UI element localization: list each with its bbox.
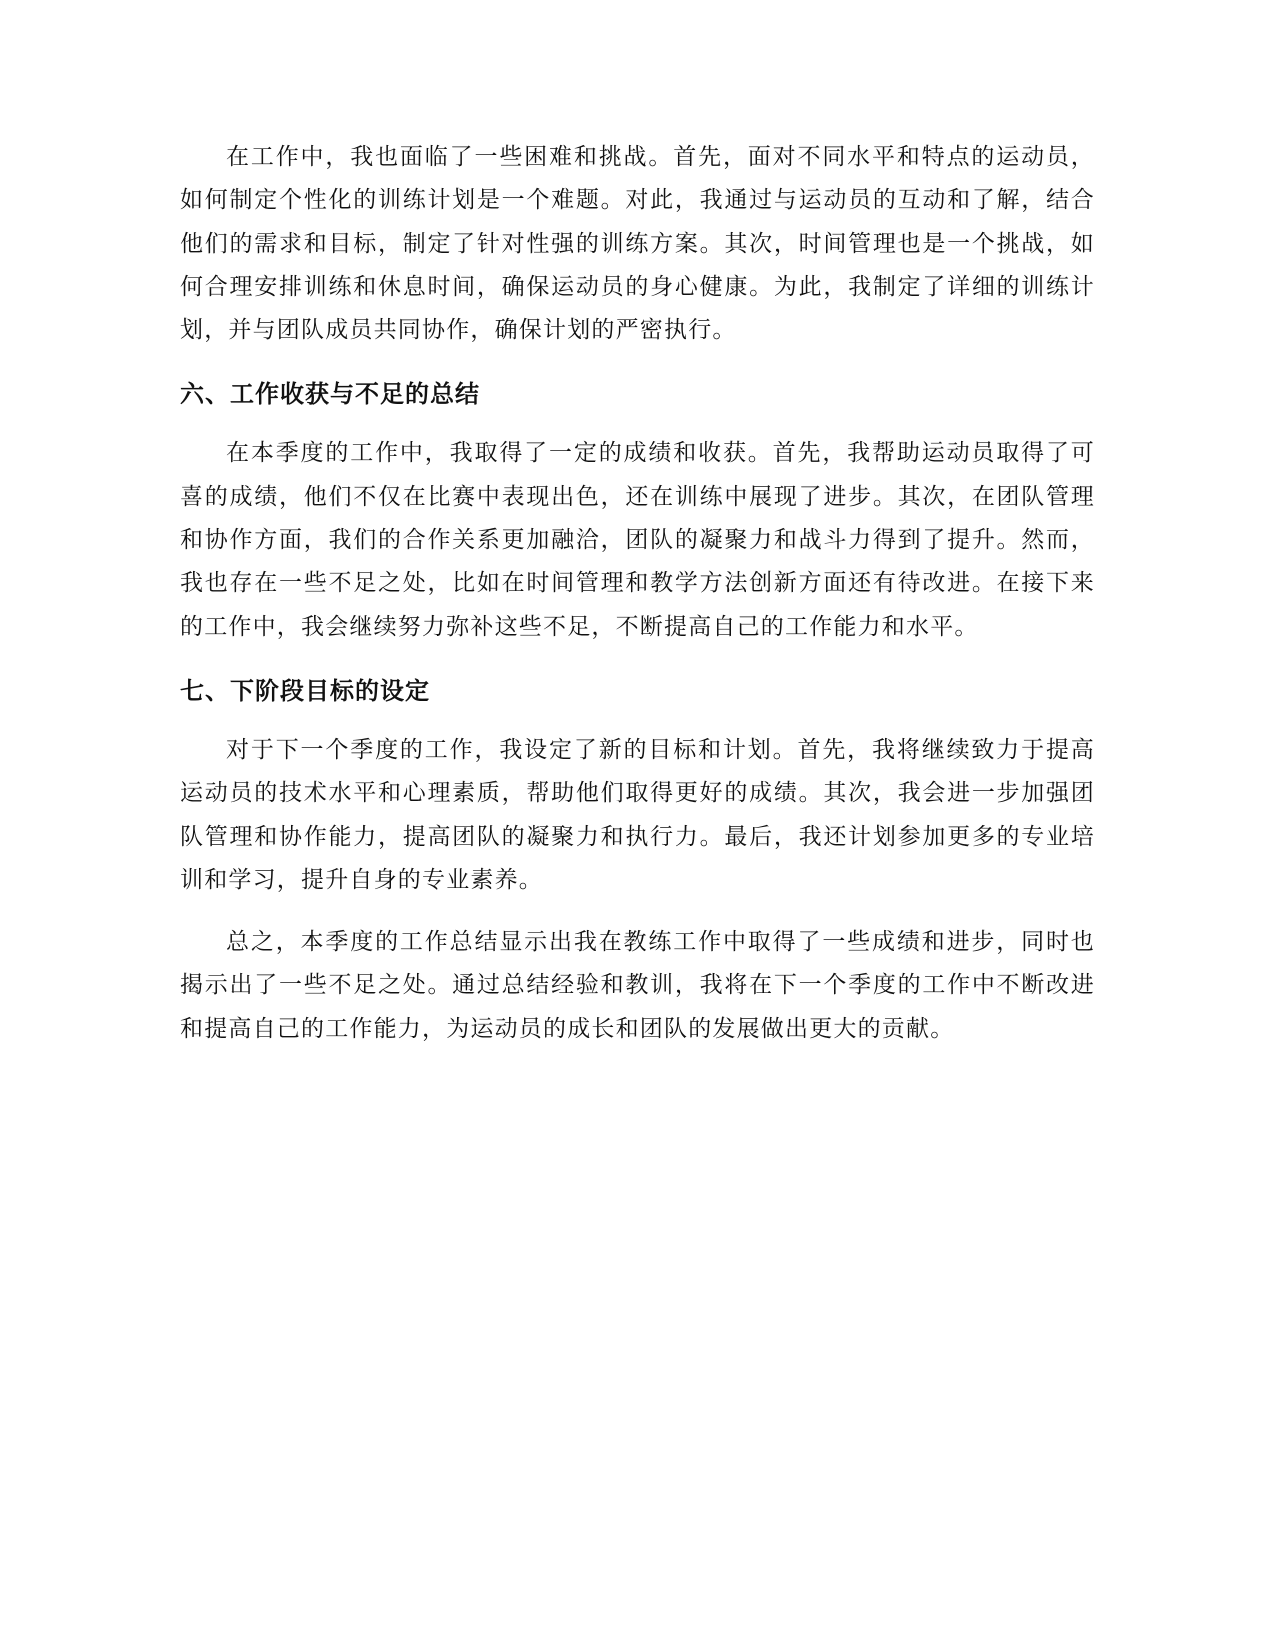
section-heading-6: 六、工作收获与不足的总结 [180,380,480,409]
paragraph-goals: 对于下一个季度的工作，我设定了新的目标和计划。首先，我将继续致力于提高运动员的技术水平和心理素质，帮助他们取得更好的成绩。其次，我会进一步加强团队管理和协作能力，提高团队的凝聚力和执行力。最后，我还计划参加更多的专业培训和学习，提升自身的专业素养。 [180,736,1095,893]
paragraph-conclusion: 总之，本季度的工作总结显示出我在教练工作中取得了一些成绩和进步，同时也揭示出了一些不足之处。通过总结经验和教训，我将在下一个季度的工作中不断改进和提高自己的工作能力，为运动员的成长和团队的发展做出更大的贡献。 [180,929,1095,1042]
paragraph-summary: 在本季度的工作中，我取得了一定的成绩和收获。首先，我帮助运动员取得了可喜的成绩，他们不仅在比赛中表现出色，还在训练中展现了进步。其次，在团队管理和协作方面，我们的合作关系更加融洽，团队的凝聚力和战斗力得到了提升。然而，我也存在一些不足之处，比如在时间管理和教学方法创新方面还有待改进。在接下来的工作中，我会继续努力弥补这些不足，不断提高自己的工作能力和水平。 [180,440,1095,640]
document-page [180,136,1095,1051]
paragraph-challenges: 在工作中，我也面临了一些困难和挑战。首先，面对不同水平和特点的运动员，如何制定个性化的训练计划是一个难题。对此，我通过与运动员的互动和了解，结合他们的需求和目标，制定了针对性强的训练方案。其次，时间管理也是一个挑战，如何合理安排训练和休息时间，确保运动员的身心健康。为此，我制定了详细的训练计划，并与团队成员共同协作，确保计划的严密执行。 [180,144,1095,344]
section-heading-7: 七、下阶段目标的设定 [180,676,430,705]
